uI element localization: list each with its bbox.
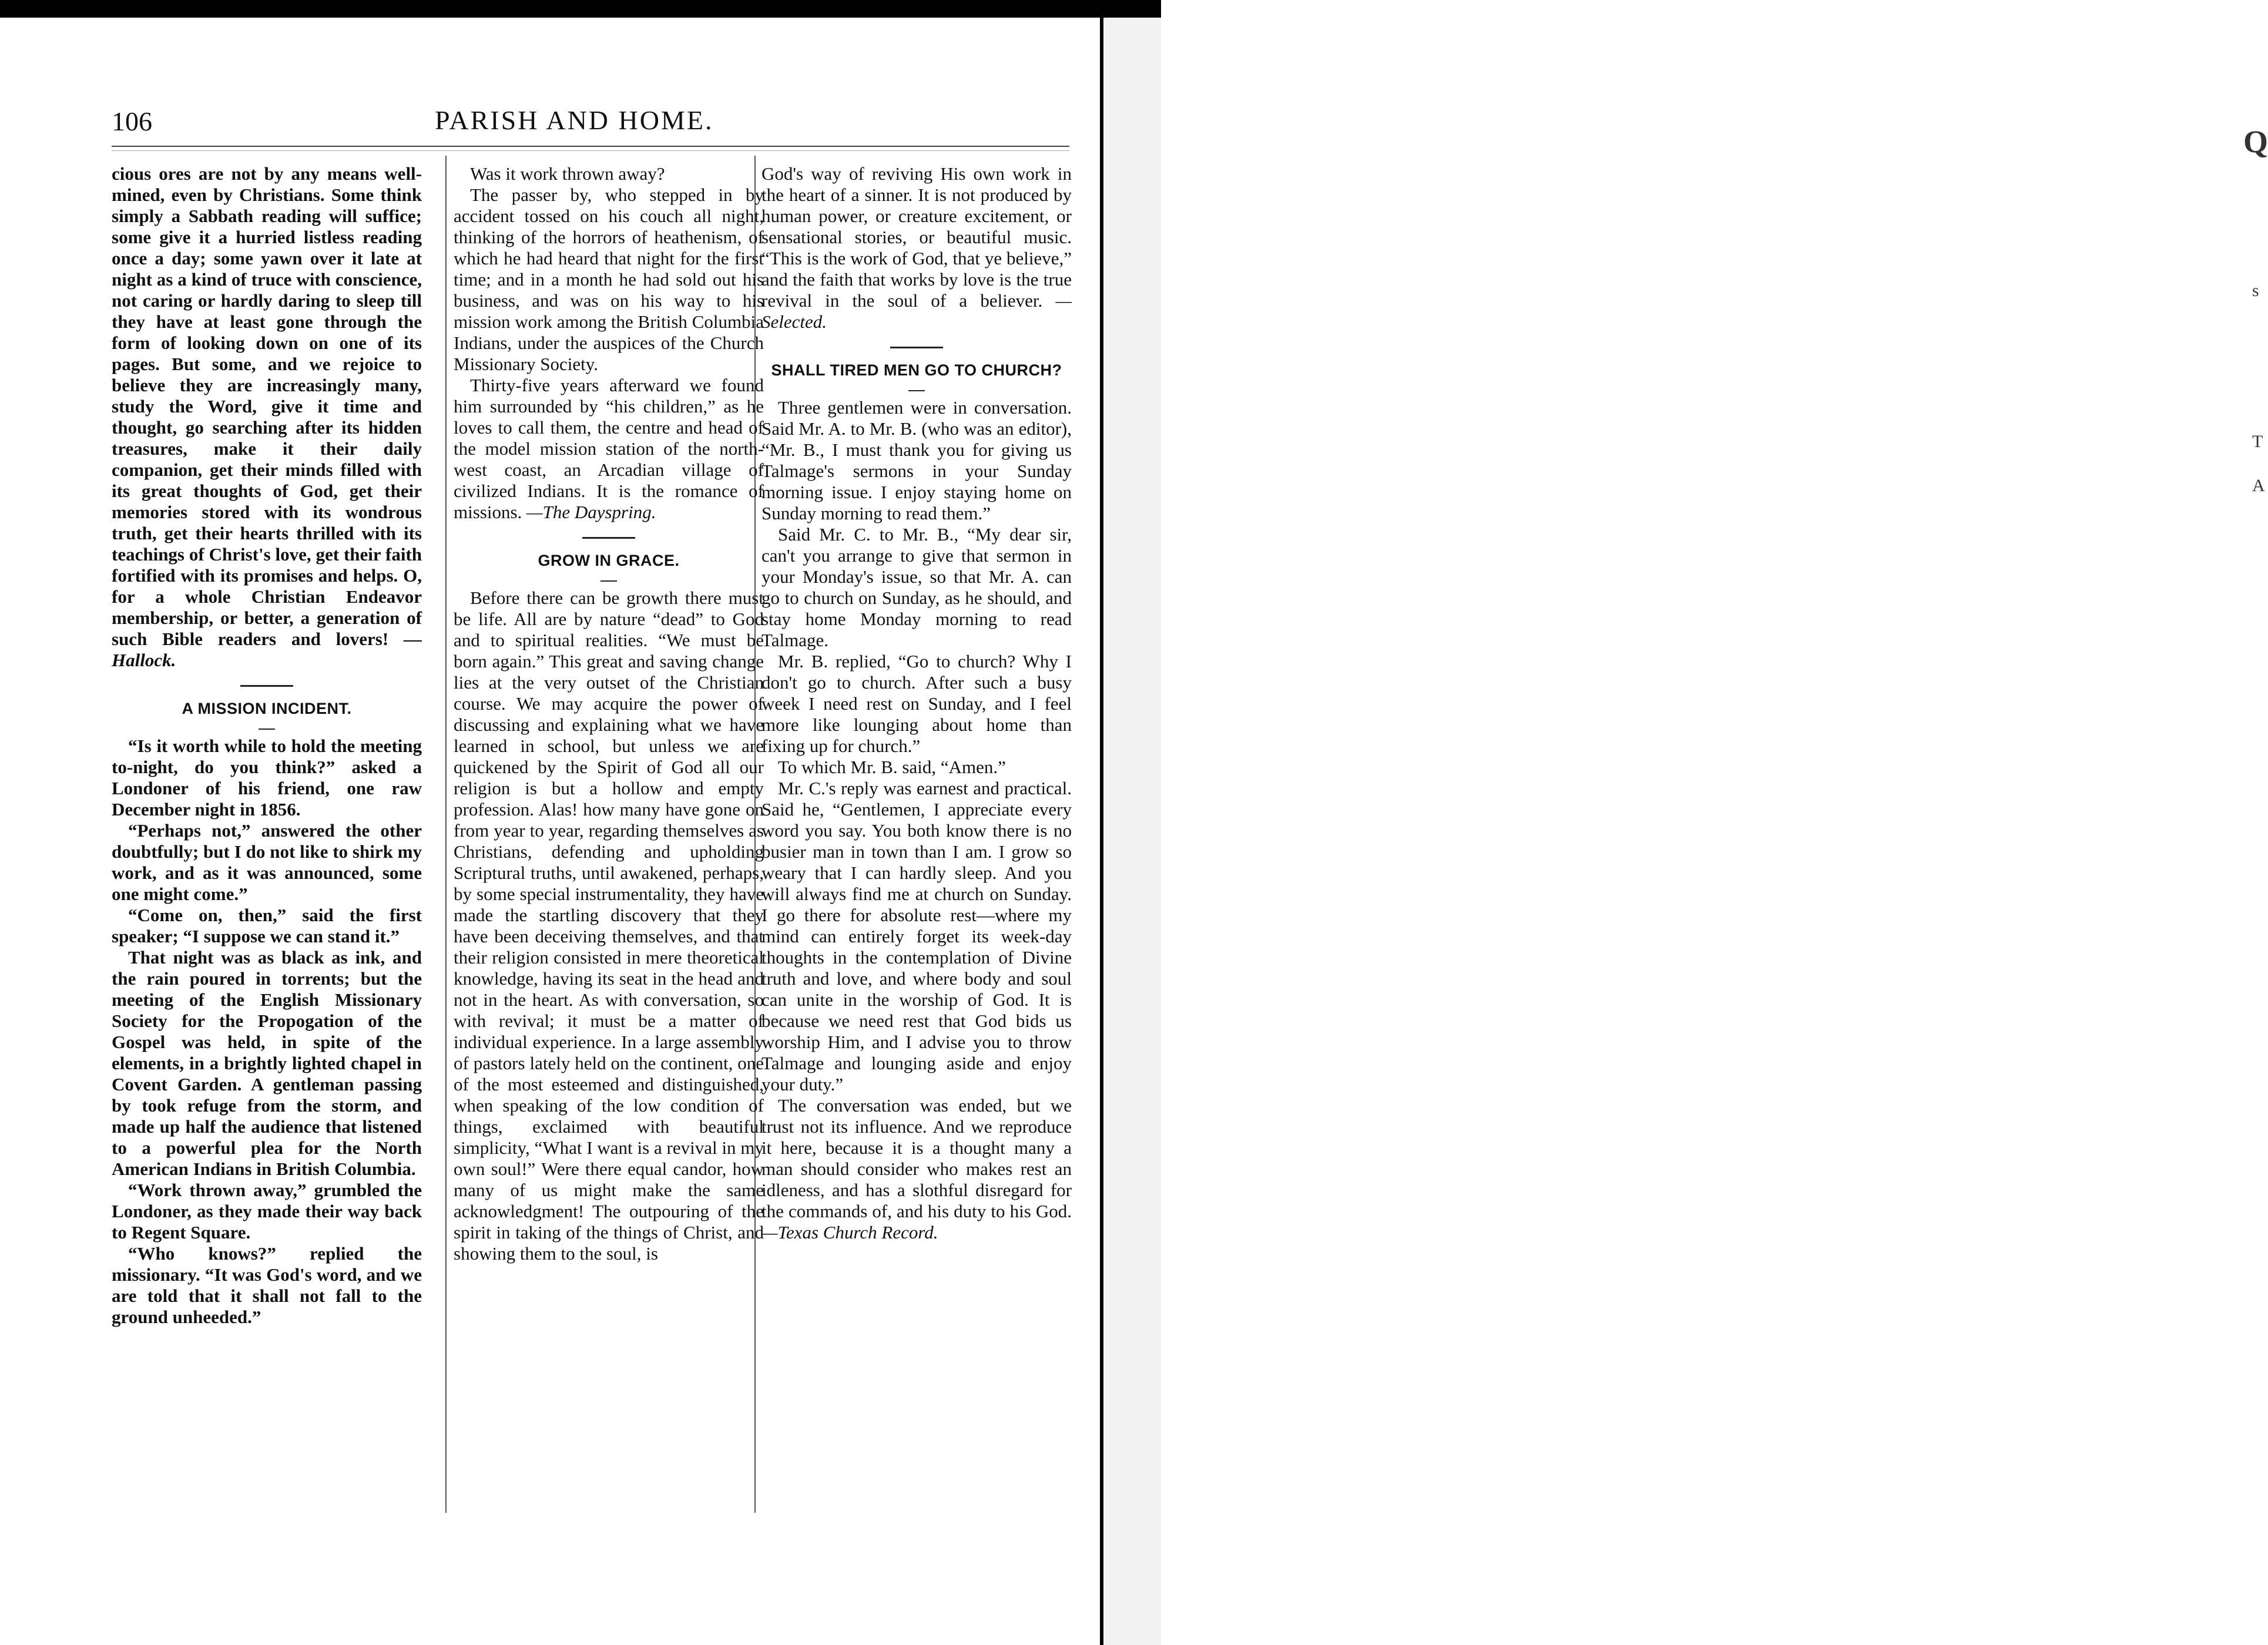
attribution: —Texas Church Record. — [761, 1222, 938, 1243]
article-heading-grow-in-grace: GROW IN GRACE. — [538, 552, 680, 569]
header-rule-thin — [112, 150, 1069, 151]
paragraph: “Is it worth while to hold the meeting to-night, do you think?” asked a Londoner of his friend, one raw December night in 1856. — [112, 736, 422, 820]
section-divider — [582, 537, 635, 539]
column-1 — [112, 163, 422, 1515]
paragraph-text: Thirty-five years afterward we found him surrounded by “his children,” as he loves to call them, the centre and head of the model mission station of the north-west coast, an Arcadian village of civilized Indians. It is the romance of missions. — [454, 375, 764, 522]
attribution: —The Dayspring. — [526, 502, 656, 522]
section-divider — [240, 685, 293, 687]
running-title: PARISH AND HOME. — [435, 105, 714, 135]
column-2 — [454, 163, 764, 1515]
paragraph: “Work thrown away,” grumbled the Londoner, as they made their way back to Regent Square. — [112, 1180, 422, 1243]
paragraph-text: God's way of reviving His own work in the heart of a sinner. It is not produced by human power, or creature excitement, or sensational stories, or beautiful music. “This is the work of God, that ye believe,” and the faith that works by love is the true revival in the soul of a believer. — [761, 163, 1072, 311]
heading-rule — [908, 390, 925, 391]
attribution: —Selected. — [761, 290, 1072, 332]
scan-top-border — [0, 0, 1161, 18]
paragraph: Said Mr. C. to Mr. B., “My dear sir, can't you arrange to give that sermon in your Monday's issue, so that Mr. A. can go to church on Sunday, as he should, and stay home Monday morning to read Talmage. — [761, 524, 1072, 650]
edge-fragment: Q — [2243, 124, 2268, 159]
heading-rule — [600, 580, 617, 582]
paragraph: Mr. B. replied, “Go to church? Why I don't go to church. After such a busy week I need rest on Sunday, and I feel more like lounging about home than fixing up for church.” — [761, 651, 1072, 756]
edge-fragment: A — [2252, 476, 2265, 495]
page-number: 106 — [112, 106, 152, 136]
paragraph: Before there can be growth there must be life. All are by nature “dead” to God and to spiritual realities. “We must be born again.” This great and saving change lies at the very outset of the Christian course. We may acquire the power of discussing and explaining what we have learned in school, but unless we are quickened by the Spirit of God all our religion is but a hollow and empty profession. Alas! how many have gone on from year to year, regarding themselves as Christians, defending and upholding Scriptural truths, until awakened, perhaps, by some special instrumentality, they have made the startling discovery that they have been deceiving themselves, and that their religion consisted in mere theoretical knowledge, having its seat in the head and not in the heart. As with conversation, so with revival; it must be a matter of individual experience. In a large assembly of pastors lately held on the continent, one of the most esteemed and distinguished, when speaking of the low condition of things, exclaimed with beautiful simplicity, “What I want is a revival in my own soul!” Were there equal candor, how many of us might make the same acknowledgment! The outpouring of the spirit in taking of the things of Christ, and showing them to the soul, is — [454, 588, 764, 1264]
paragraph — [761, 163, 1072, 333]
paragraph: Three gentlemen were in conversation. Said Mr. A. to Mr. B. (who was an editor), “Mr. B., I must thank you for giving us Talmage's sermons in your Sunday morning issue. I enjoy staying home on Sunday morning to read them.” — [761, 397, 1072, 523]
paragraph: To which Mr. B. said, “Amen.” — [778, 757, 1006, 777]
paragraph: The passer by, who stepped in by accident tossed on his couch all night, thinking of the horrors of heathenism, of which he had heard that night for the first time; and in a month he had sold out his business, and was on his way to his mission work among the British Columbia Indians, under the auspices of the Church Missionary Society. — [454, 184, 764, 374]
paragraph: Was it work thrown away? — [470, 163, 665, 184]
paragraph: “Who knows?” replied the missionary. “It was God's word, and we are told that it shall not fall to the ground unheeded.” — [112, 1243, 422, 1327]
column-divider — [445, 156, 447, 1513]
header-rule — [112, 146, 1069, 147]
attribution: —Hallock. — [112, 629, 422, 670]
column-3 — [761, 163, 1072, 1515]
paragraph: Mr. C.'s reply was earnest and practical. Said he, “Gentlemen, I appreciate every word you say. You both know there is no busier man in town than I am. I grow so weary that I can hardly sleep. And you will always find me at church on Sunday. I go there for absolute rest—where my mind can entirely forget its week-day thoughts in the contemplation of Divine truth and love, and where body and soul can unite in the worship of God. It is because we need rest that God bids us worship Him, and I advise you to throw Talmage and lounging aside and enjoy your duty.” — [761, 778, 1072, 1095]
edge-fragment: T — [2252, 432, 2263, 451]
article-continuation — [112, 163, 422, 671]
paragraph: “Come on, then,” said the first speaker; “I suppose we can stand it.” — [112, 905, 422, 946]
section-divider — [890, 347, 943, 348]
paragraph: “Perhaps not,” answered the other doubtfully; but I do not like to shirk my work, and as it was announced, some one might come.” — [112, 820, 422, 904]
edge-fragment: s — [2252, 281, 2259, 300]
heading-rule — [259, 728, 275, 730]
paragraph — [454, 375, 764, 523]
paragraph-text: The conversation was ended, but we trust not its influence. And we reproduce it here, because it is a thought many a man should consider who makes rest an idleness, and has a slothful disregard for the commands of, and his duty to his God. — [761, 1095, 1072, 1221]
adjacent-page-edge — [1103, 18, 2268, 1645]
article-heading-shall-tired-men: SHALL TIRED MEN GO TO CHURCH? — [771, 361, 1062, 379]
paragraph: That night was as black as ink, and the rain poured in torrents; but the meeting of the English Missionary Society for the Propogation of the Gospel was held, in spite of the elements, in a brightly lighted chapel in Covent Garden. A gentleman passing by took refuge from the storm, and made up half the audience that listened to a powerful plea for the North American Indians in British Columbia. — [112, 947, 422, 1179]
article-heading-mission-incident: A MISSION INCIDENT. — [182, 700, 352, 717]
paragraph — [761, 1095, 1072, 1243]
paragraph-text: cious ores are not by any means well-mined, even by Christians. Some think simply a Sabbath reading will suffice; some give it a hurried listless reading once a day; some yawn over it late at night as a kind of truce with conscience, not caring or hardly daring to sleep till they have at least gone through the form of looking down on one of its pages. But some, and we rejoice to believe they are increasingly many, study the Word, give it time and thought, go searching after its hidden treasures, make it their daily companion, get their minds filled with its great thoughts of God, get their memories stored with its wondrous truth, get their hearts thrilled with its teachings of Christ's love, get their faith fortified with its promises and helps. O, for a whole Christian Endeavor membership, or better, a generation of such Bible readers and lovers! — [112, 163, 422, 649]
